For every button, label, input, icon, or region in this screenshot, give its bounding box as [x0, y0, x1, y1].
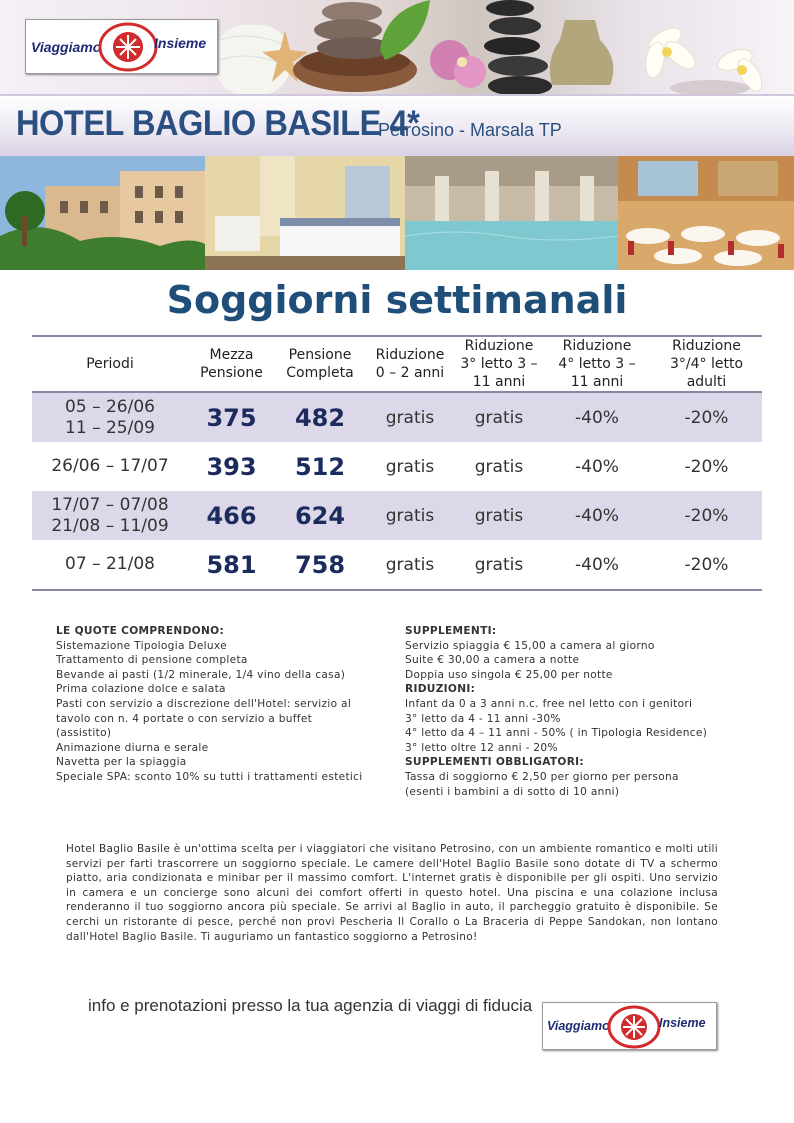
- header-reduction-adults: Riduzione 3°/4° letto adulti: [651, 336, 762, 392]
- hotel-location: Petrosino - Marsala TP: [378, 120, 562, 140]
- list-item: Servizio spiaggia € 15,00 a camera al giorno: [405, 639, 655, 652]
- reductions-title: RIDUZIONI:: [405, 683, 476, 696]
- header-reduction-third-bed: Riduzione 3° letto 3 – 11 anni: [455, 336, 543, 392]
- full-board-price: 758: [275, 540, 365, 590]
- list-item: Speciale SPA: sconto 10% su tutti i trattamenti estetici: [56, 770, 363, 783]
- brand-word-2: Insieme: [659, 1016, 706, 1030]
- list-item: Doppia uso singola € 25,00 per notte: [405, 668, 613, 681]
- list-item: Navetta per la spiaggia: [56, 756, 187, 769]
- list-item: Sistemazione Tipologia Deluxe: [56, 639, 227, 652]
- table-row: [32, 392, 762, 442]
- table-row: [32, 491, 762, 540]
- half-board-price: 375: [188, 392, 275, 442]
- period-cell: 05 – 26/06 11 – 25/09: [32, 392, 188, 442]
- list-item: (esenti i bambini a di sotto di 10 anni): [405, 785, 620, 798]
- header-full-board: Pensione Completa: [275, 336, 365, 392]
- table-header-row: [32, 336, 762, 392]
- full-board-price: 512: [294, 452, 346, 481]
- list-item: Infant da 0 a 3 anni n.c. free nel letto con i genitori: [405, 697, 693, 710]
- list-item: Animazione diurna e serale: [56, 741, 209, 754]
- hotel-room-photo: [205, 156, 405, 270]
- period-cell: 07 – 21/08: [32, 540, 188, 590]
- header-reduction-fourth-bed: Riduzione 4° letto 3 – 11 anni: [543, 336, 651, 392]
- spa-pool-photo: [405, 156, 618, 270]
- half-board-price: 581: [188, 540, 275, 590]
- brand-logo: [25, 19, 218, 74]
- table-row: [32, 540, 762, 590]
- fourth-bed-reduction: -40%: [543, 540, 651, 590]
- includes-section: [56, 624, 386, 785]
- brand-emblem-icon: [607, 1005, 661, 1049]
- full-board-price: 482: [275, 392, 365, 442]
- list-item: Bevande ai pasti (1/2 minerale, 1/4 vino della casa): [56, 668, 346, 681]
- footer-booking-info: info e prenotazioni presso la tua agenzia di viaggi di fiducia: [88, 996, 533, 1015]
- third-bed-reduction: gratis: [455, 392, 543, 442]
- period-cell: 17/07 – 07/08 21/08 – 11/09: [32, 491, 188, 540]
- infant-reduction: gratis: [365, 392, 455, 442]
- list-item: tavolo con n. 4 portate o con servizio a buffet: [56, 712, 313, 725]
- list-item: 3° letto da 4 - 11 anni -30%: [405, 712, 561, 725]
- adult-reduction: -20%: [651, 392, 762, 442]
- table-row: [32, 442, 762, 491]
- footer-brand-logo: [542, 1002, 717, 1050]
- half-board-price: 466: [188, 491, 275, 540]
- supplements-section: [405, 624, 745, 799]
- adult-reduction: -20%: [684, 456, 729, 477]
- list-item: 4° letto da 4 – 11 anni - 50% ( in Tipologia Residence): [405, 727, 708, 740]
- hotel-exterior-photo: [0, 156, 205, 270]
- hotel-name: HOTEL BAGLIO BASILE 4*: [16, 104, 420, 143]
- price-table: [32, 335, 762, 591]
- header-reduction-infant: Riduzione 0 – 2 anni: [365, 336, 455, 392]
- third-bed-reduction: gratis: [455, 491, 543, 540]
- list-item: Prima colazione dolce e salata: [56, 683, 226, 696]
- page-heading: Soggiorni settimanali: [166, 278, 628, 322]
- restaurant-hall-photo: [618, 156, 794, 270]
- brand-emblem-icon: [98, 22, 158, 72]
- mandatory-title: SUPPLEMENTI OBBLIGATORI:: [405, 756, 584, 769]
- list-item: Tassa di soggiorno € 2,50 per giorno per persona: [405, 770, 679, 783]
- list-item: (assistito): [56, 727, 112, 740]
- third-bed-reduction: gratis: [474, 456, 524, 477]
- supplements-title: SUPPLEMENTI:: [405, 625, 497, 637]
- brand-word-2: Insieme: [154, 35, 207, 51]
- list-item: Pasti con servizio a discrezione dell'Hotel: servizio al: [56, 697, 352, 710]
- fourth-bed-reduction: -40%: [543, 392, 651, 442]
- adult-reduction: -20%: [651, 540, 762, 590]
- fourth-bed-reduction: -40%: [575, 456, 619, 477]
- includes-title: LE QUOTE COMPRENDONO:: [56, 625, 224, 637]
- hotel-description: Hotel Baglio Basile è un'ottima scelta per i viaggiatori che visitano Petrosino, con un ambiente romantico e molti utili servizi per farti trascorrere un soggiorno speciale. Le camere dell'Hotel Baglio Basile sono dotate di TV a schermo piatto, aria condizionata e minibar per il massimo comfort. L'internet gratis è disponibile per gli ospiti. Uno servizio in camera e un concierge sono alcuni dei comfort offerti in questo hotel. Una piscina e una colazione inclusa renderanno il tuo soggiorno ancora più speciale. Se arrivi al Baglio in auto, il parcheggio gratuito è disponibile. Se cerchi un ristorante di pesce, perché non provi Pescheria Il Corallo o La Braceria di Peppe Sandokan, non lontano dall'Hotel Baglio Basile. Ti auguriamo un fantastico soggiorno a Petrosino!: [66, 843, 718, 943]
- header-period: Periodi: [32, 336, 188, 392]
- list-item: Suite € 30,00 a camera a notte: [405, 654, 580, 667]
- half-board-price: 393: [206, 452, 257, 481]
- header-half-board: Mezza Pensione: [188, 336, 275, 392]
- infant-reduction: gratis: [385, 456, 435, 477]
- list-item: Trattamento di pensione completa: [56, 654, 248, 667]
- adult-reduction: -20%: [651, 491, 762, 540]
- list-item: 3° letto oltre 12 anni - 20%: [405, 741, 558, 754]
- brand-word-1: Viaggiamo: [31, 39, 102, 55]
- third-bed-reduction: gratis: [455, 540, 543, 590]
- period-cell: 26/06 – 17/07: [51, 456, 169, 476]
- full-board-price: 624: [275, 491, 365, 540]
- infant-reduction: gratis: [365, 540, 455, 590]
- infant-reduction: gratis: [365, 491, 455, 540]
- fourth-bed-reduction: -40%: [543, 491, 651, 540]
- brand-word-1: Viaggiamo: [547, 1019, 610, 1033]
